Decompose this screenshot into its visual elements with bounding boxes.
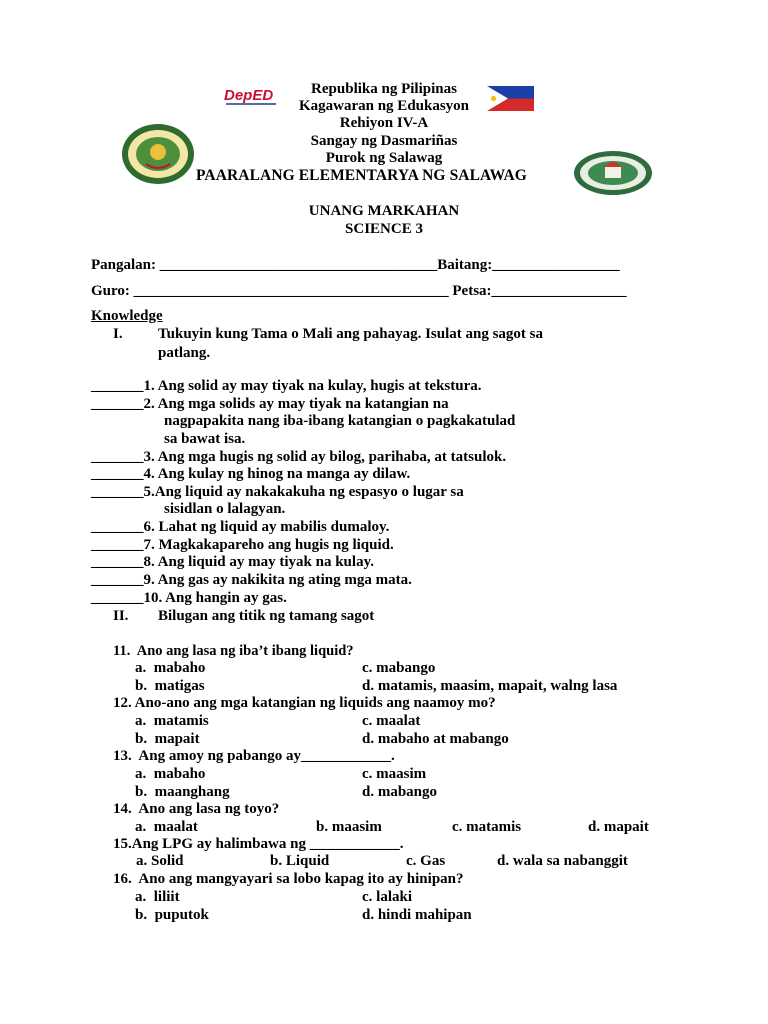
q11-choice-d: d. matamis, maasim, mapait, walng lasa <box>362 678 618 694</box>
q13-choice-a: a. mabaho <box>135 766 206 782</box>
q12-choice-a: a. matamis <box>135 713 209 729</box>
subject-title: SCIENCE 3 <box>345 221 423 237</box>
q13-choice-d: d. mabango <box>362 784 438 800</box>
question-11: 11. Ano ang lasa ng iba’t ibang liquid? <box>113 643 354 659</box>
info-row-name-grade: Pangalan: _____________________________________Baitang:_________________ <box>91 257 620 273</box>
question-15: 15.Ang LPG ay halimbawa ng ____________. <box>113 836 404 852</box>
question-12: 12. Ano-ano ang mga katangian ng liquids ang naamoy mo? <box>113 695 496 711</box>
header-line-3: Rehiyon IV-A <box>339 115 429 131</box>
tf-item-2-cont: nagpapakita nang iba-ibang katangian o pagkakatulad <box>164 413 516 429</box>
q15-choice-c: c. Gas <box>406 853 446 869</box>
header-line-4: Sangay ng Dasmariñas <box>310 133 458 149</box>
part1-numeral: I. <box>113 326 123 342</box>
q12-choice-b: b. mapait <box>135 731 200 747</box>
quarter-title: UNANG MARKAHAN <box>308 203 460 219</box>
q11-choice-a: a. mabaho <box>135 660 206 676</box>
tf-item-7: _______7. Magkakapareho ang hugis ng liquid. <box>91 537 394 553</box>
tf-item-4: _______4. Ang kulay ng hinog na manga ay dilaw. <box>91 466 411 482</box>
tf-item-3: _______3. Ang mga hugis ng solid ay bilog, parihaba, at tatsulok. <box>91 449 507 465</box>
q15-choice-b: b. Liquid <box>270 853 330 869</box>
question-14: 14. Ano ang lasa ng toyo? <box>113 801 280 817</box>
q11-choice-c: c. mabango <box>362 660 436 676</box>
q16-choice-a: a. liliit <box>135 889 180 905</box>
tf-item-1: _______1. Ang solid ay may tiyak na kulay, hugis at tekstura. <box>91 378 482 394</box>
tf-item-10: _______10. Ang hangin ay gas. <box>91 590 287 606</box>
tf-item-2: _______2. Ang mga solids ay may tiyak na katangian na <box>91 396 449 412</box>
tf-item-5-cont: sisidlan o lalagyan. <box>164 501 286 517</box>
part1-instruction: Tukuyin kung Tama o Mali ang pahayag. Isulat ang sagot sa <box>158 326 544 342</box>
tf-item-6: _______6. Lahat ng liquid ay mabilis dumaloy. <box>91 519 390 535</box>
q16-choice-d: d. hindi mahipan <box>362 907 472 923</box>
q12-choice-d: d. mabaho at mabango <box>362 731 509 747</box>
q14-choice-d: d. mapait <box>588 819 649 835</box>
q13-choice-c: c. maasim <box>362 766 427 782</box>
q16-choice-b: b. puputok <box>135 907 209 923</box>
q12-choice-c: c. maalat <box>362 713 421 729</box>
q14-choice-a: a. maalat <box>135 819 198 835</box>
header-line-2: Kagawaran ng Edukasyon <box>298 98 470 114</box>
question-16: 16. Ano ang mangyayari sa lobo kapag ito ay hinipan? <box>113 871 464 887</box>
q16-choice-c: c. lalaki <box>362 889 413 905</box>
q14-choice-b: b. maasim <box>316 819 382 835</box>
deped-logo-text: DepED <box>224 87 274 104</box>
header-line-1: Republika ng Pilipinas <box>311 81 457 97</box>
tf-item-8: _______8. Ang liquid ay may tiyak na kulay. <box>91 554 374 570</box>
part2-instruction: Bilugan ang titik ng tamang sagot <box>158 608 375 624</box>
question-13: 13. Ang amoy ng pabango ay____________. <box>113 748 395 764</box>
info-row-teacher-date: Guro: __________________________________________ Petsa:__________________ <box>91 283 627 299</box>
part2-numeral: II. <box>113 608 129 624</box>
section-label: Knowledge <box>91 308 163 324</box>
q14-choice-c: c. matamis <box>452 819 522 835</box>
q13-choice-b: b. maanghang <box>135 784 230 800</box>
q15-choice-a: a. Solid <box>136 853 184 869</box>
tf-item-5: _______5.Ang liquid ay nakakakuha ng espasyo o lugar sa <box>91 484 464 500</box>
q15-choice-d: d. wala sa nabanggit <box>497 853 628 869</box>
school-name: PAARALANG ELEMENTARYA NG SALAWAG <box>196 167 527 184</box>
tf-item-2-cont2: sa bawat isa. <box>164 431 246 447</box>
header-line-5: Purok ng Salawag <box>325 150 443 166</box>
q11-choice-b: b. matigas <box>135 678 205 694</box>
tf-item-9: _______9. Ang gas ay nakikita ng ating mga mata. <box>91 572 412 588</box>
part1-instruction-cont: patlang. <box>158 345 211 361</box>
